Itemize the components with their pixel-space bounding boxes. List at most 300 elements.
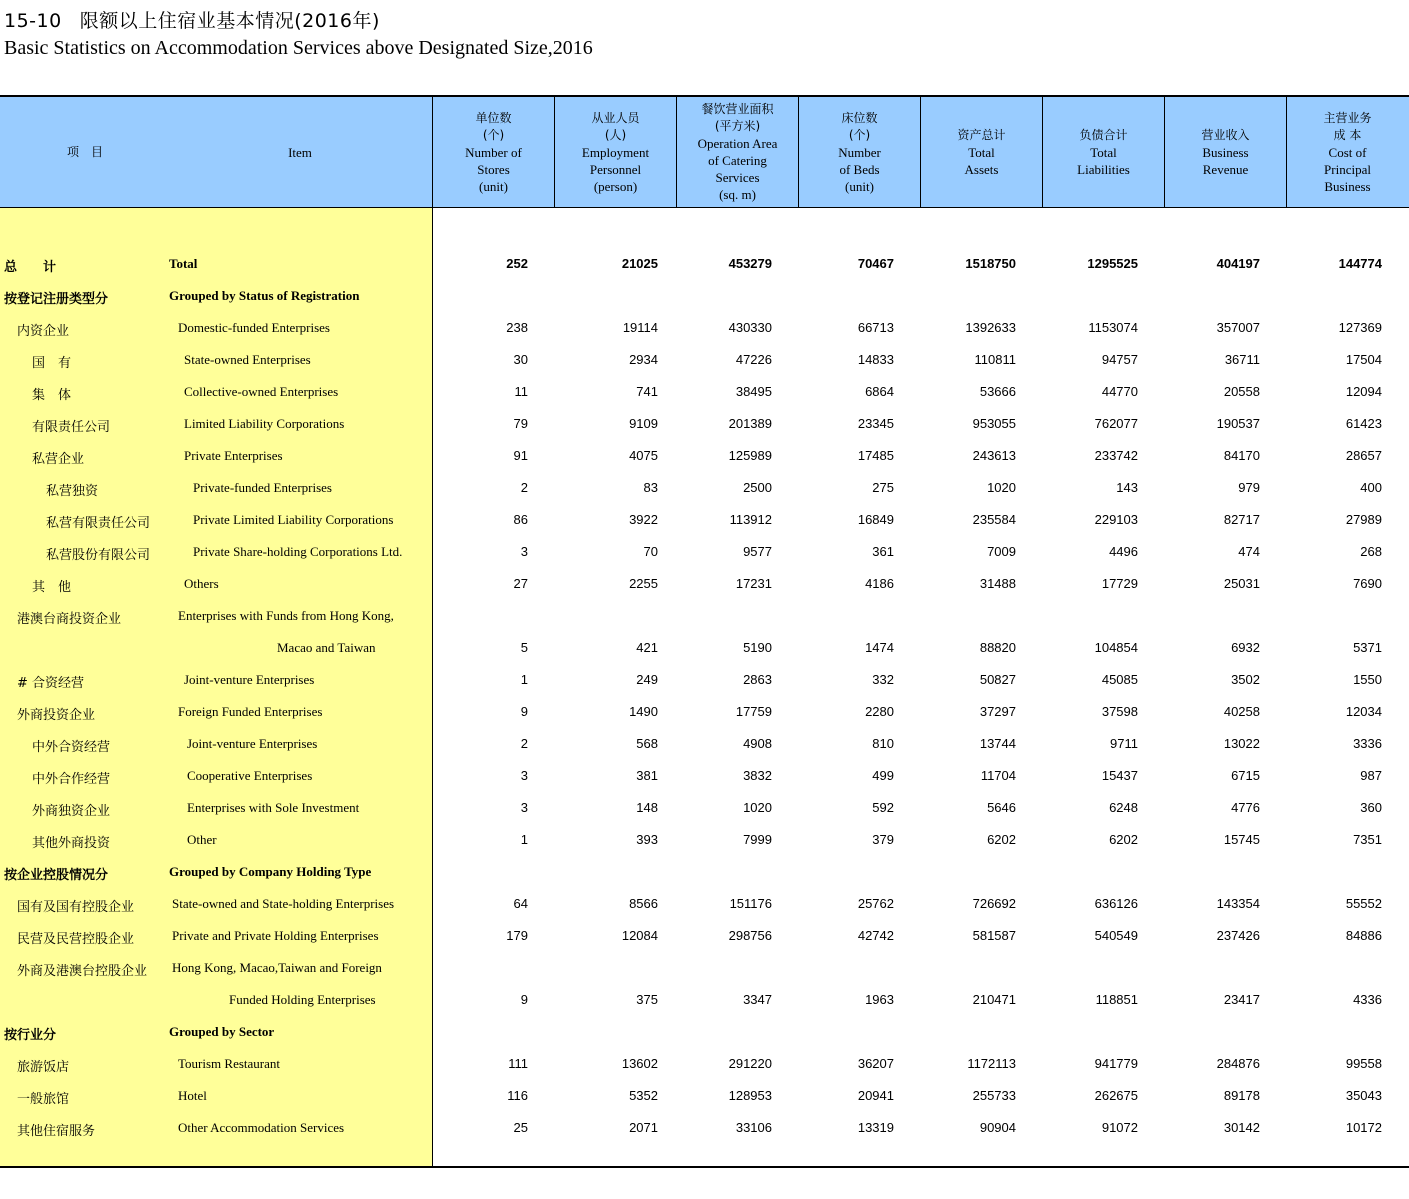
cell-value: 238 <box>506 320 528 335</box>
cell-value: 979 <box>1238 480 1260 495</box>
cell-value: 23417 <box>1223 992 1260 1007</box>
header-text-en2: Stores <box>477 161 510 177</box>
row-label-en: Others <box>184 576 219 591</box>
cell-value: 4776 <box>1231 800 1260 815</box>
cell-value: 393 <box>636 832 658 847</box>
cell-value: 21025 <box>621 256 658 271</box>
row-label-cn: 私营有限责任公司 <box>46 516 151 531</box>
header-text-en2: Personnel <box>589 161 642 177</box>
row-label-en: Collective-owned Enterprises <box>184 384 339 399</box>
row-label-cn: 其他外商投资 <box>32 836 111 851</box>
cell-value: 243613 <box>972 448 1016 463</box>
cell-value: 3502 <box>1231 672 1260 687</box>
cell-value: 13744 <box>979 736 1016 751</box>
header-text-en1: Total <box>968 144 995 160</box>
cell-value: 252 <box>506 256 528 271</box>
cell-value: 7351 <box>1353 832 1382 847</box>
header-column-8 <box>1287 97 1408 207</box>
header-text-cn1: 单位数 <box>475 110 512 125</box>
cell-value: 66713 <box>857 320 894 335</box>
table-row <box>0 664 1409 696</box>
cell-value: 6715 <box>1231 768 1260 783</box>
cell-value: 568 <box>636 736 658 751</box>
cell-value: 284876 <box>1216 1056 1260 1071</box>
cell-value: 47226 <box>735 352 772 367</box>
header-text-cn1: 餐饮营业面积 <box>701 102 774 116</box>
cell-value: 36207 <box>857 1056 894 1071</box>
cell-value: 104854 <box>1094 640 1138 655</box>
cell-value: 40258 <box>1223 704 1260 719</box>
row-label-cn: # 合资经营 <box>17 676 85 691</box>
cell-value: 229103 <box>1094 512 1138 527</box>
cell-value: 99558 <box>1345 1056 1382 1071</box>
cell-value: 375 <box>636 992 658 1007</box>
cell-value: 540549 <box>1094 928 1138 943</box>
row-label-en: Limited Liability Corporations <box>184 416 345 431</box>
row-label-cn: 按登记注册类型分 <box>4 292 109 307</box>
cell-value: 2071 <box>629 1120 658 1135</box>
row-label-cn: 国 有 <box>32 356 72 371</box>
cell-value: 144774 <box>1338 256 1382 271</box>
cell-value: 1392633 <box>965 320 1016 335</box>
cell-value: 3 <box>520 800 528 815</box>
cell-value: 11 <box>514 384 528 399</box>
cell-value: 125989 <box>728 448 772 463</box>
row-label-en: Grouped by Company Holding Type <box>169 864 372 879</box>
row-label-en: Tourism Restaurant <box>178 1056 280 1071</box>
row-label-en: Joint-venture Enterprises <box>184 672 315 687</box>
cell-value: 128953 <box>728 1088 772 1103</box>
cell-value: 37598 <box>1101 704 1138 719</box>
cell-value: 3 <box>520 544 528 559</box>
cell-value: 1020 <box>743 800 772 815</box>
table-row <box>0 440 1409 472</box>
table-row <box>0 888 1409 920</box>
bottom-rule <box>0 1166 1409 1168</box>
table-row <box>0 696 1409 728</box>
cell-value: 13022 <box>1223 736 1260 751</box>
header-column-3 <box>677 97 798 207</box>
cell-value: 3336 <box>1353 736 1382 751</box>
table-row <box>0 344 1409 376</box>
header-text-en1: Number <box>838 144 881 160</box>
row-label-cn: 民营及民营控股企业 <box>17 932 135 947</box>
header-text-cn1: 床位数 <box>841 110 878 125</box>
header-text-en2: Revenue <box>1202 161 1249 177</box>
cell-value: 400 <box>1360 480 1382 495</box>
cell-value: 14833 <box>857 352 894 367</box>
cell-value: 1490 <box>629 704 658 719</box>
table-row <box>0 856 1409 888</box>
cell-value: 210471 <box>972 992 1016 1007</box>
cell-value: 33106 <box>735 1120 772 1135</box>
table-row <box>0 408 1409 440</box>
row-label-cn: 总 计 <box>4 260 57 275</box>
cell-value: 249 <box>636 672 658 687</box>
cell-value: 379 <box>872 832 894 847</box>
row-label-en: Private Limited Liability Corporations <box>193 512 394 527</box>
cell-value: 89178 <box>1223 1088 1260 1103</box>
row-label-cn: 其 他 <box>32 580 72 595</box>
table-row <box>0 1048 1409 1080</box>
cell-value: 430330 <box>728 320 772 335</box>
table-row <box>0 248 1409 280</box>
cell-value: 810 <box>872 736 894 751</box>
cell-value: 1295525 <box>1087 256 1138 271</box>
cell-value: 17759 <box>735 704 772 719</box>
cell-value: 5352 <box>629 1088 658 1103</box>
cell-value: 27989 <box>1345 512 1382 527</box>
row-label-cn: 按行业分 <box>4 1028 57 1043</box>
cell-value: 20558 <box>1223 384 1260 399</box>
cell-value: 16849 <box>857 512 894 527</box>
cell-value: 190537 <box>1216 416 1260 431</box>
header-column-5 <box>921 97 1042 207</box>
cell-value: 23345 <box>857 416 894 431</box>
cell-value: 5 <box>520 640 528 655</box>
row-label-en: Cooperative Enterprises <box>187 768 313 783</box>
cell-value: 50827 <box>979 672 1016 687</box>
cell-value: 233742 <box>1094 448 1138 463</box>
cell-value: 201389 <box>728 416 772 431</box>
row-label-cn: 中外合资经营 <box>32 740 111 755</box>
cell-value: 453279 <box>728 256 772 271</box>
table-title-cn <box>4 6 380 33</box>
cell-value: 12084 <box>621 928 658 943</box>
header-text-cn2: (个) <box>848 127 871 142</box>
cell-value: 4075 <box>629 448 658 463</box>
header-column-7 <box>1165 97 1286 207</box>
cell-value: 15745 <box>1223 832 1260 847</box>
cell-value: 20941 <box>857 1088 894 1103</box>
cell-value: 298756 <box>728 928 772 943</box>
cell-value: 6202 <box>1109 832 1138 847</box>
cell-value: 94757 <box>1101 352 1138 367</box>
cell-value: 17729 <box>1101 576 1138 591</box>
cell-value: 88820 <box>979 640 1016 655</box>
cell-value: 741 <box>636 384 658 399</box>
cell-value: 91 <box>513 448 528 463</box>
table-row <box>0 728 1409 760</box>
cell-value: 1172113 <box>967 1056 1016 1071</box>
table-row <box>0 984 1409 1016</box>
cell-value: 6932 <box>1231 640 1260 655</box>
cell-value: 2863 <box>743 672 772 687</box>
cell-value: 53666 <box>979 384 1016 399</box>
row-label-en: State-owned Enterprises <box>184 352 311 367</box>
header-text-en2: of Beds <box>839 161 880 177</box>
header-text-cn1: 营业收入 <box>1201 127 1250 142</box>
cell-value: 30142 <box>1223 1120 1260 1135</box>
header-text-cn1: 主营业务 <box>1323 110 1372 125</box>
cell-value: 1020 <box>987 480 1016 495</box>
cell-value: 2 <box>520 480 528 495</box>
cell-value: 84886 <box>1345 928 1382 943</box>
table-row <box>0 920 1409 952</box>
row-label-en: Domestic-funded Enterprises <box>178 320 330 335</box>
cell-value: 84170 <box>1223 448 1260 463</box>
cell-value: 179 <box>506 928 528 943</box>
header-text-cn2: (个) <box>482 127 505 142</box>
cell-value: 113912 <box>729 512 772 527</box>
table-row <box>0 312 1409 344</box>
cell-value: 25762 <box>857 896 894 911</box>
row-label-cn: 国有及国有控股企业 <box>17 900 135 915</box>
table-header <box>0 97 1409 208</box>
row-label-en: Foreign Funded Enterprises <box>178 704 323 719</box>
cell-value: 5371 <box>1353 640 1382 655</box>
cell-value: 2 <box>520 736 528 751</box>
cell-value: 148 <box>636 800 658 815</box>
cell-value: 726692 <box>972 896 1016 911</box>
cell-value: 45085 <box>1101 672 1138 687</box>
cell-value: 1 <box>520 832 528 847</box>
header-text-en1: Employment <box>581 144 650 160</box>
row-label-en: Funded Holding Enterprises <box>229 992 376 1007</box>
cell-value: 953055 <box>972 416 1016 431</box>
cell-value: 79 <box>513 416 528 431</box>
cell-value: 17231 <box>735 576 772 591</box>
row-label-en: Enterprises with Funds from Hong Kong, <box>178 608 394 623</box>
table-row <box>0 792 1409 824</box>
header-column-2 <box>555 97 676 207</box>
cell-value: 2255 <box>629 576 658 591</box>
row-label-en: Private Share-holding Corporations Ltd. <box>193 544 403 559</box>
row-label-cn: 外商独资企业 <box>32 804 111 819</box>
cell-value: 1153074 <box>1088 320 1138 335</box>
header-text-en1: Operation Area <box>697 136 778 151</box>
header-text-en4: (sq. m) <box>719 187 756 202</box>
cell-value: 35043 <box>1345 1088 1382 1103</box>
cell-value: 6202 <box>987 832 1016 847</box>
row-label-cn: 集 体 <box>32 388 72 403</box>
cell-value: 9577 <box>743 544 772 559</box>
cell-value: 143 <box>1116 480 1138 495</box>
cell-value: 127369 <box>1338 320 1382 335</box>
cell-value: 235584 <box>972 512 1016 527</box>
cell-value: 70 <box>643 544 658 559</box>
cell-value: 6248 <box>1109 800 1138 815</box>
cell-value: 291220 <box>728 1056 772 1071</box>
cell-value: 255733 <box>972 1088 1016 1103</box>
cell-value: 7009 <box>987 544 1016 559</box>
cell-value: 151176 <box>729 896 772 911</box>
cell-value: 4496 <box>1109 544 1138 559</box>
cell-value: 27 <box>513 576 528 591</box>
row-label-en: Macao and Taiwan <box>277 640 376 655</box>
cell-value: 237426 <box>1216 928 1260 943</box>
header-text-en1: Business <box>1202 144 1249 160</box>
row-label-cn: 内资企业 <box>17 324 70 339</box>
cell-value: 268 <box>1360 544 1382 559</box>
cell-value: 357007 <box>1216 320 1260 335</box>
cell-value: 3347 <box>743 992 772 1007</box>
cell-value: 30 <box>513 352 528 367</box>
cell-value: 36711 <box>1224 352 1260 367</box>
row-label-en: Private Enterprises <box>184 448 283 463</box>
cell-value: 61423 <box>1345 416 1382 431</box>
cell-value: 4336 <box>1353 992 1382 1007</box>
header-column-6 <box>1043 97 1164 207</box>
cell-value: 360 <box>1360 800 1382 815</box>
cell-value: 42742 <box>857 928 894 943</box>
cell-value: 64 <box>513 896 528 911</box>
cell-value: 3922 <box>629 512 658 527</box>
row-label-en: Total <box>169 256 198 271</box>
cell-value: 2280 <box>865 704 894 719</box>
header-text-cn2: (人) <box>604 127 627 142</box>
cell-value: 499 <box>872 768 894 783</box>
cell-value: 762077 <box>1094 416 1138 431</box>
row-label-cn: 外商及港澳台控股企业 <box>17 964 148 979</box>
cell-value: 3832 <box>743 768 772 783</box>
table-row <box>0 1112 1409 1144</box>
cell-value: 941779 <box>1094 1056 1138 1071</box>
table-row <box>0 824 1409 856</box>
cell-value: 118851 <box>1095 992 1138 1007</box>
cell-value: 25 <box>513 1120 528 1135</box>
cell-value: 1474 <box>865 640 894 655</box>
cell-value: 332 <box>872 672 894 687</box>
cell-value: 8566 <box>629 896 658 911</box>
table-row <box>0 280 1409 312</box>
cell-value: 19114 <box>622 320 658 335</box>
row-label-en: Hong Kong, Macao,Taiwan and Foreign <box>172 960 382 975</box>
header-column-1 <box>433 97 554 207</box>
header-text-cn1: 资产总计 <box>957 127 1006 142</box>
cell-value: 90904 <box>979 1120 1016 1135</box>
table-row <box>0 1016 1409 1048</box>
cell-value: 404197 <box>1216 256 1260 271</box>
cell-value: 592 <box>872 800 894 815</box>
header-item-en: Item <box>288 144 312 160</box>
cell-value: 1963 <box>865 992 894 1007</box>
cell-value: 9109 <box>629 416 658 431</box>
cell-value: 9 <box>520 704 528 719</box>
cell-value: 12034 <box>1345 704 1382 719</box>
cell-value: 143354 <box>1216 896 1260 911</box>
header-text-cn2: (平方米) <box>714 119 761 133</box>
row-label-cn: 有限责任公司 <box>32 420 111 435</box>
cell-value: 6864 <box>865 384 894 399</box>
cell-value: 9711 <box>1110 736 1138 751</box>
cell-value: 4186 <box>865 576 894 591</box>
table-row <box>0 472 1409 504</box>
header-text-en2: of Catering <box>708 153 767 168</box>
header-text-en3: (unit) <box>845 178 874 194</box>
cell-value: 361 <box>872 544 894 559</box>
cell-value: 28657 <box>1345 448 1382 463</box>
row-label-en: Hotel <box>178 1088 207 1103</box>
cell-value: 1518750 <box>965 256 1016 271</box>
cell-value: 9 <box>520 992 528 1007</box>
row-label-cn: 其他住宿服务 <box>17 1124 96 1139</box>
cell-value: 13602 <box>621 1056 658 1071</box>
cell-value: 474 <box>1238 544 1260 559</box>
row-label-en: Grouped by Status of Registration <box>169 288 360 303</box>
row-label-cn: 一般旅馆 <box>17 1092 70 1107</box>
cell-value: 17485 <box>857 448 894 463</box>
row-label-cn: 中外合作经营 <box>32 772 111 787</box>
cell-value: 2500 <box>743 480 772 495</box>
cell-value: 7999 <box>743 832 772 847</box>
cell-value: 55552 <box>1345 896 1382 911</box>
cell-value: 3 <box>520 768 528 783</box>
cell-value: 381 <box>636 768 658 783</box>
row-label-en: Private and Private Holding Enterprises <box>172 928 379 943</box>
cell-value: 82717 <box>1223 512 1260 527</box>
table-row <box>0 632 1409 664</box>
table-body <box>0 208 1409 1166</box>
cell-value: 15437 <box>1101 768 1138 783</box>
cell-value: 116 <box>507 1088 528 1103</box>
row-label-cn: 私营独资 <box>46 484 99 499</box>
row-label-en: Other <box>187 832 217 847</box>
cell-value: 5190 <box>743 640 772 655</box>
row-label-en: Joint-venture Enterprises <box>187 736 318 751</box>
header-text-en3: Business <box>1324 178 1371 194</box>
header-text-en3: (unit) <box>479 178 508 194</box>
header-text-en2: Assets <box>964 161 999 177</box>
cell-value: 987 <box>1360 768 1382 783</box>
header-text-en1: Total <box>1090 144 1117 160</box>
header-item-cn: 项 目 <box>66 144 103 159</box>
table-row <box>0 536 1409 568</box>
table-row <box>0 504 1409 536</box>
cell-value: 83 <box>643 480 658 495</box>
statistics-table <box>0 95 1409 1168</box>
cell-value: 275 <box>872 480 894 495</box>
row-label-cn: 旅游饭店 <box>17 1060 70 1075</box>
title-cn-text: 限额以上住宿业基本情况(2016年) <box>79 10 380 32</box>
row-label-cn: 私营企业 <box>32 452 85 467</box>
header-text-cn2: 成 本 <box>1333 127 1362 142</box>
row-label-cn: 外商投资企业 <box>17 708 96 723</box>
header-text-en1: Number of <box>465 144 522 160</box>
cell-value: 25031 <box>1223 576 1260 591</box>
row-label-cn: 私营股份有限公司 <box>46 548 151 563</box>
cell-value: 44770 <box>1101 384 1138 399</box>
header-text-cn1: 负债合计 <box>1079 127 1128 142</box>
cell-value: 5646 <box>987 800 1016 815</box>
table-row <box>0 952 1409 984</box>
cell-value: 2934 <box>629 352 658 367</box>
table-row <box>0 376 1409 408</box>
row-label-en: State-owned and State-holding Enterprises <box>172 896 395 911</box>
cell-value: 31488 <box>979 576 1016 591</box>
row-label-en: Grouped by Sector <box>169 1024 275 1039</box>
cell-value: 86 <box>513 512 528 527</box>
header-text-en3: (person) <box>593 178 638 194</box>
cell-value: 1550 <box>1353 672 1382 687</box>
table-row <box>0 600 1409 632</box>
table-row <box>0 568 1409 600</box>
cell-value: 111 <box>508 1056 528 1071</box>
cell-value: 7690 <box>1353 576 1382 591</box>
cell-value: 12094 <box>1345 384 1382 399</box>
header-text-en3: Services <box>715 170 760 185</box>
table-title-en: Basic Statistics on Accommodation Services above Designated Size,2016 <box>4 37 593 59</box>
cell-value: 17504 <box>1345 352 1382 367</box>
row-label-cn: 按企业控股情况分 <box>4 868 109 883</box>
cell-value: 421 <box>636 640 658 655</box>
cell-value: 110811 <box>974 352 1016 367</box>
row-label-en: Enterprises with Sole Investment <box>187 800 360 815</box>
header-column-4 <box>799 97 920 207</box>
cell-value: 37297 <box>979 704 1016 719</box>
header-text-en1: Cost of <box>1328 144 1367 160</box>
cell-value: 4908 <box>743 736 772 751</box>
